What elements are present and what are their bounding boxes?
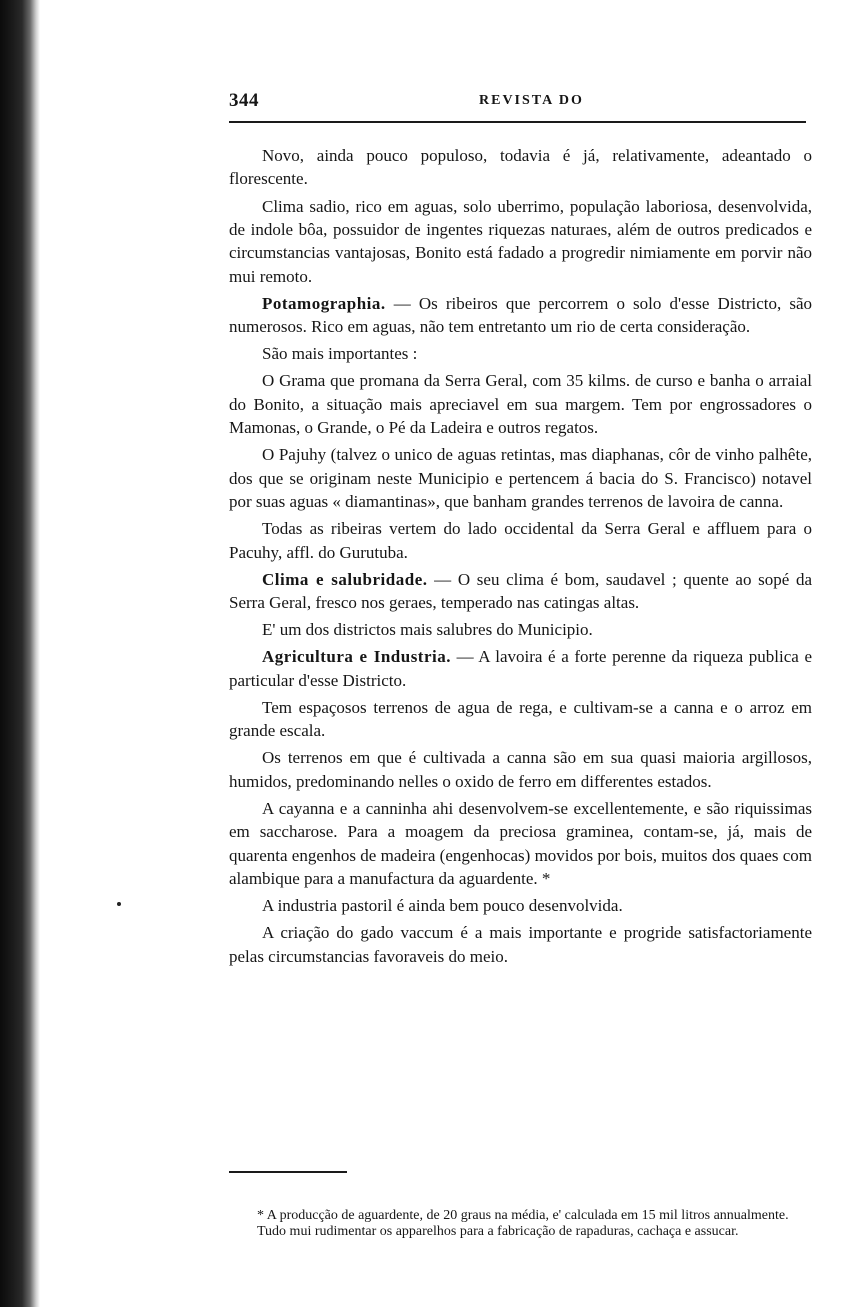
paragraph [229, 443, 812, 513]
paragraph-text: — A lavoira é a forte perenne da riqueza publica e particular d'esse Districto. [229, 647, 812, 690]
paragraph [229, 517, 812, 564]
page-number: 344 [229, 90, 259, 111]
paragraph-text: Todas as ribeiras vertem do lado occidental da Serra Geral e affluem para o Pacuhy, affl. do Gurutuba. [229, 519, 812, 562]
paragraph-text: Os terrenos em que é cultivada a canna são em sua quasi maioria argillosos, humidos, predominando nelles o oxido de ferro em differentes estados. [229, 748, 812, 791]
section-heading-clima: Clima e salubridade. [262, 569, 428, 589]
paragraph-text: Tem espaçosos terrenos de agua de rega, e cultivam-se a canna e o arroz em grande escala. [229, 697, 812, 741]
paragraph [229, 797, 812, 891]
paragraph [229, 645, 812, 692]
paragraph-text: A criação do gado vaccum é a mais importante e progride satisfactoriamente pelas circumstancias favoraveis do meio. [229, 923, 812, 966]
paragraph-text: O Pajuhy (talvez o unico de aguas retintas, mas diaphanas, côr de vinho palhête, dos que se originam neste Municipio e pertencem á bacia do S. Francisco) notavel por suas aguas « diamantinas», que banham grandes terrenos de lavoira de canna. [229, 445, 812, 512]
section-heading-agricultura: Agricultura e Industria. [262, 647, 451, 667]
paragraph [229, 195, 812, 289]
paragraph [229, 746, 812, 793]
section-heading-potamographia: Potamographia. [262, 293, 386, 313]
running-head: REVISTA DO [479, 93, 584, 108]
paragraph-text: Novo, ainda pouco populoso, todavia é já, relativamente, adeantado o florescente. [229, 146, 812, 189]
paragraph-text: A cayanna e a canninha ahi desenvolvem-se excellentemente, e são riquissimas em saccharose. Para a moagem da preciosa graminea, contam-se, já, mais de quarenta engenhos de madeira (engenhocas) movidos por bois, muitos dos quaes com alambique para a manufactura da aguardente. * [229, 798, 812, 889]
paragraph-text: A industria pastoril é ainda bem pouco desenvolvida. [262, 896, 623, 916]
paragraph-text: — O seu clima é bom, saudavel ; quente ao sopé da Serra Geral, fresco nos geraes, temperado nas catingas altas. [229, 569, 813, 613]
book-spine-shadow [0, 0, 40, 1307]
paragraph [229, 568, 812, 615]
paragraph-text: São mais importantes : [262, 344, 418, 364]
paragraph [229, 369, 812, 439]
paragraph [229, 342, 812, 365]
footnote-rule [229, 1171, 347, 1173]
paragraph-text: Clima sadio, rico em aguas, solo uberrimo, população laboriosa, desenvolvida, de indole bôa, possuidor de ingentes riquezas naturaes, além de outros predicados e circumstancias vantajosas, Bonito está fadado a progredir nimiamente em porvir não mui remoto. [229, 196, 812, 286]
paragraph [229, 618, 812, 641]
paragraph [229, 921, 812, 968]
paragraph-text: E' um dos districtos mais salubres do Municipio. [262, 620, 593, 640]
body-text [229, 144, 812, 972]
page-header [229, 90, 806, 114]
paragraph [229, 894, 812, 917]
paragraph-text: O Grama que promana da Serra Geral, com 35 kilms. de curso e banha o arraial do Bonito, a situação mais apreciavel em sua margem. Tem por engrossadores o Mamonas, o Grande, o Pé da Ladeira e outros regatos. [229, 371, 812, 438]
paragraph [229, 696, 812, 743]
paragraph [229, 292, 812, 339]
paragraph [229, 144, 812, 191]
paragraph-text: — Os ribeiros que percorrem o solo d'esse Districto, são numerosos. Rico em aguas, não tem entretanto um rio de certa consideração. [229, 293, 812, 337]
header-rule [229, 121, 806, 123]
footnotes [229, 1208, 812, 1241]
footnote: Tudo mui rudimentar os apparelhos para a fabricação de rapaduras, cachaça e assucar. [257, 1224, 739, 1240]
footnote: * A producção de aguardente, de 20 graus na média, e' calculada em 15 mil litros annualmente. [257, 1208, 789, 1223]
margin-speck [117, 902, 121, 906]
